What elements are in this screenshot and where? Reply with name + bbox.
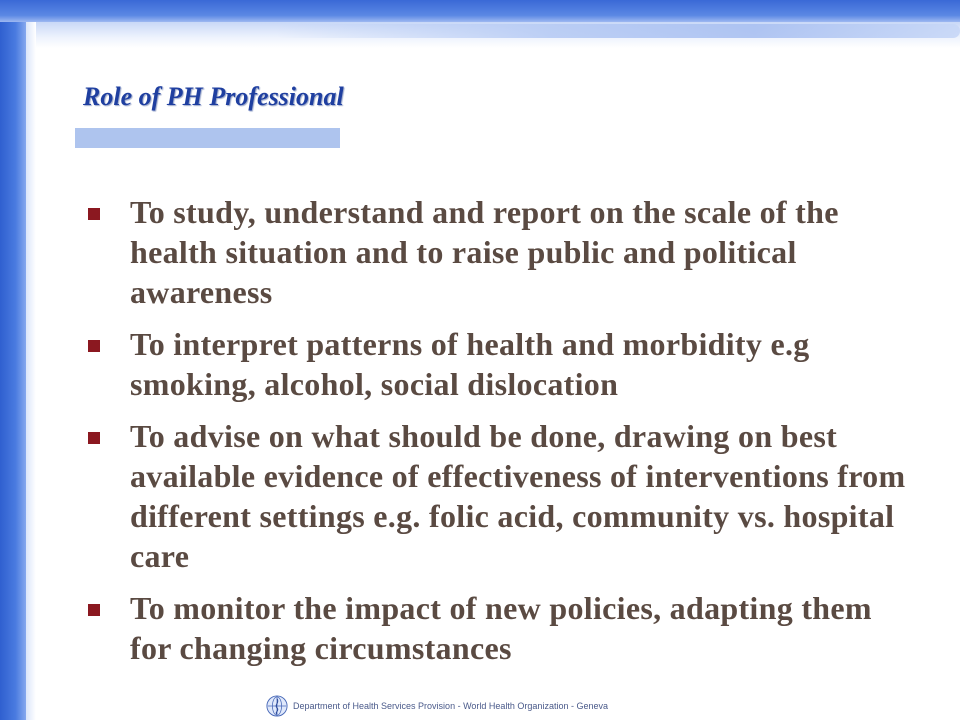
top-blue-frame: [0, 0, 960, 22]
slide-title: Role of PH Professional: [83, 82, 344, 111]
bullet-list: [88, 192, 908, 680]
top-glow-streak: [276, 24, 960, 38]
square-bullet-icon: [88, 340, 100, 352]
bullet-item: [88, 192, 908, 312]
slide-canvas: [26, 22, 960, 720]
title-underline-bar: [75, 128, 340, 148]
square-bullet-icon: [88, 208, 100, 220]
square-bullet-icon: [88, 604, 100, 616]
left-blue-frame: [0, 0, 26, 720]
bullet-text: To monitor the impact of new policies, adapting them for changing circumstances: [130, 590, 872, 666]
bullet-text: To interpret patterns of health and morbidity e.g smoking, alcohol, social dislocation: [130, 326, 810, 402]
bullet-text: To advise on what should be done, drawing on best available evidence of effectiveness of interventions from different settings e.g. folic acid, community vs. hospital care: [130, 418, 906, 574]
slide-footer: [266, 694, 608, 718]
square-bullet-icon: [88, 432, 100, 444]
bullet-item: [88, 588, 908, 668]
bullet-item: [88, 416, 908, 576]
bullet-text: To study, understand and report on the scale of the health situation and to raise public and political awareness: [130, 194, 839, 310]
left-glow-band: [26, 22, 36, 720]
footer-text: Department of Health Services Provision - World Health Organization - Geneva: [293, 701, 608, 711]
who-emblem-icon: [266, 695, 288, 717]
bullet-item: [88, 324, 908, 404]
